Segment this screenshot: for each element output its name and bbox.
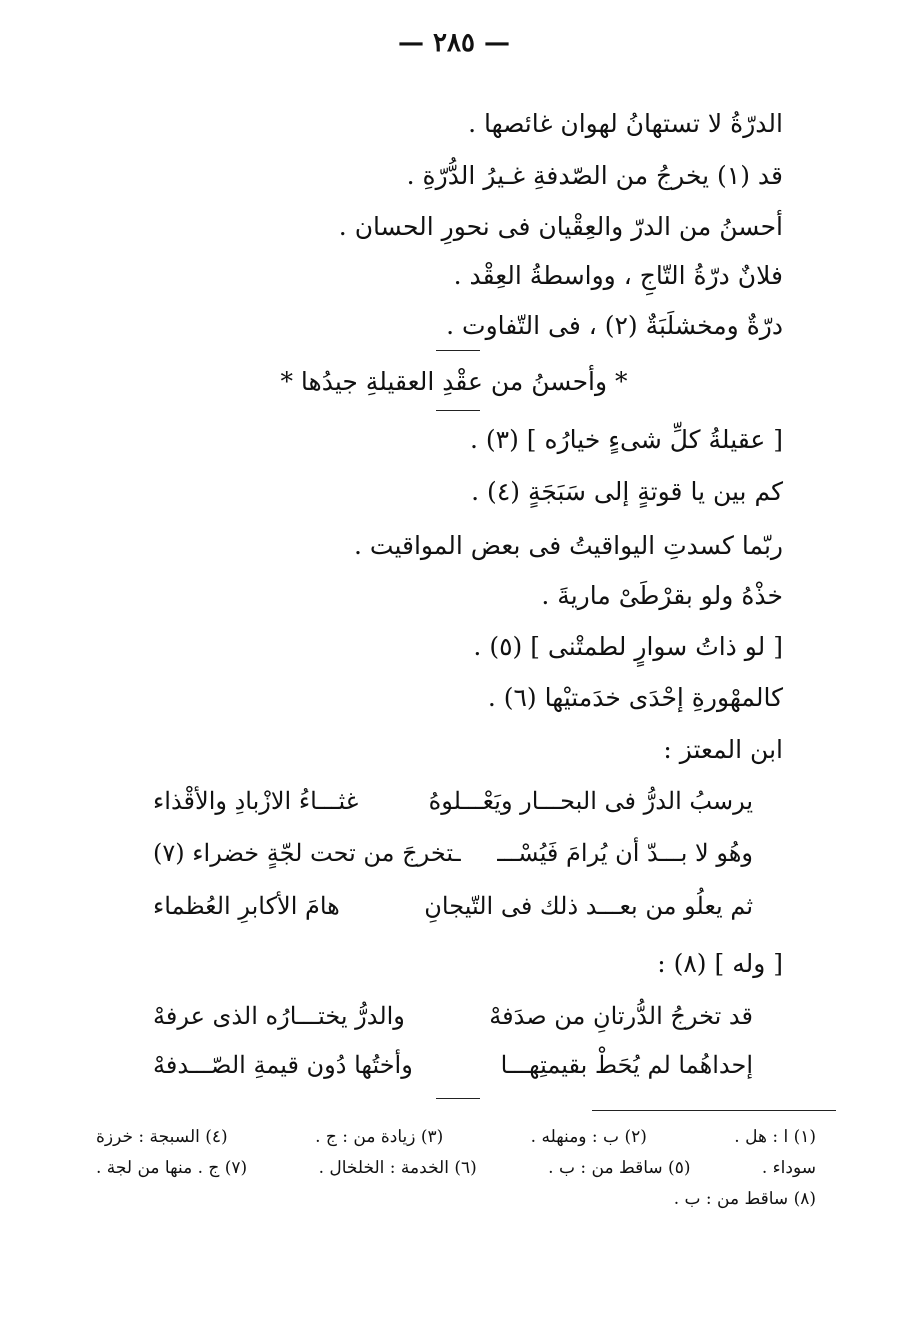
- page-number: — ٢٨٥ —: [397, 28, 511, 58]
- verse-first-hemistich: ثم يعلُو من بعـــد ذلك فى التّيجانِ: [424, 892, 753, 920]
- footnote: (٥) ساقط من : ب .: [548, 1158, 691, 1178]
- footnote-line: [96, 1155, 816, 1181]
- verse-second-hemistich: ـتخرجَ من تحت لجّةٍ خضراء (٧): [153, 839, 461, 867]
- poem-verse: [153, 886, 753, 926]
- footnote: (٦) الخدمة : الخلخال .: [318, 1158, 477, 1178]
- proverb-line: درّةٌ ومخشلَبَةٌ (٢) ، فى التّفاوت .: [446, 311, 783, 340]
- separator-rule: [436, 1098, 480, 1099]
- proverb-line: خذْهُ ولو بقرْطَىْ ماريةَ .: [541, 581, 783, 610]
- proverb-line: ربّما كسدتِ اليواقيتُ فى بعض المواقيت .: [354, 531, 783, 560]
- verse-first-hemistich: قد تخرجُ الدُّرتانِ من صدَفهْ: [489, 1002, 753, 1030]
- section-heading: * وأحسنُ من عقْدِ العقيلةِ جيدُها *: [280, 367, 628, 396]
- proverb-line: الدرّةُ لا تستهانُ لهوان غائصها .: [468, 109, 783, 138]
- poem-verse: [153, 781, 753, 821]
- proverb-line: كالمهْورةِ إحْدَى خدَمتيْها (٦) .: [487, 683, 783, 712]
- verse-second-hemistich: وأختُها دُون قيمةِ الصّـــدفهْ: [153, 1051, 413, 1079]
- poem-verse: [153, 1045, 753, 1085]
- proverb-line: [ عقيلةُ كلِّ شىءٍ خيارُه ] (٣) .: [470, 425, 783, 454]
- footnote-rule: [592, 1110, 836, 1111]
- footnote-line: [96, 1186, 816, 1212]
- proverb-line: فلانٌ درّةُ التّاجِ ، وواسطةُ العِقْد .: [453, 261, 783, 290]
- verse-second-hemistich: هامَ الأكابرِ العُظماء: [153, 892, 340, 920]
- footnote: (٨) ساقط من : ب .: [673, 1189, 816, 1209]
- verse-first-hemistich: إحداهُما لم يُحَطْ بقيمتِهـــا: [500, 1051, 753, 1079]
- footnote: (٣) زيادة من : ج .: [315, 1127, 444, 1147]
- poet-name: ابن المعتز :: [663, 735, 783, 764]
- footnote: (١) ا : هل .: [734, 1127, 816, 1147]
- verse-first-hemistich: يرسبُ الدرُّ فى البحـــار ويَعْـــلوهُ: [428, 787, 753, 815]
- verse-first-hemistich: وهُو لا بـــدّ أن يُرامَ فَيُسْـــ: [497, 839, 753, 867]
- proverb-line: قد (١) يخرجُ من الصّدفةِ غـيرُ الدُّرّةِ .: [406, 161, 783, 190]
- separator-rule: [436, 350, 480, 351]
- verse-second-hemistich: غثـــاءُ الازْبادِ والأقْذاء: [153, 787, 359, 815]
- footnote: (٧) ج . منها من لجة .: [96, 1158, 248, 1178]
- poet-name: [ وله ] (٨) :: [657, 949, 783, 978]
- proverb-line: [ لو ذاتُ سوارٍ لطمتْنى ] (٥) .: [473, 632, 783, 661]
- poem-verse: [153, 996, 753, 1036]
- separator-rule: [436, 410, 480, 411]
- proverb-line: كم بين يا قوتةٍ إلى سَبَجَةٍ (٤) .: [471, 477, 783, 506]
- poem-verse: [153, 833, 753, 873]
- footnote: سوداء .: [761, 1158, 816, 1178]
- footnote: (٢) ب : ومنهله .: [530, 1127, 647, 1147]
- footnote: (٤) السبجة : خرزة: [96, 1127, 228, 1147]
- footnote-line: [96, 1124, 816, 1150]
- proverb-line: أحسنُ من الدرّ والعِقْيان فى نحورِ الحسان .: [338, 212, 783, 241]
- verse-second-hemistich: والدرُّ يختـــارُه الذى عرفهْ: [153, 1002, 405, 1030]
